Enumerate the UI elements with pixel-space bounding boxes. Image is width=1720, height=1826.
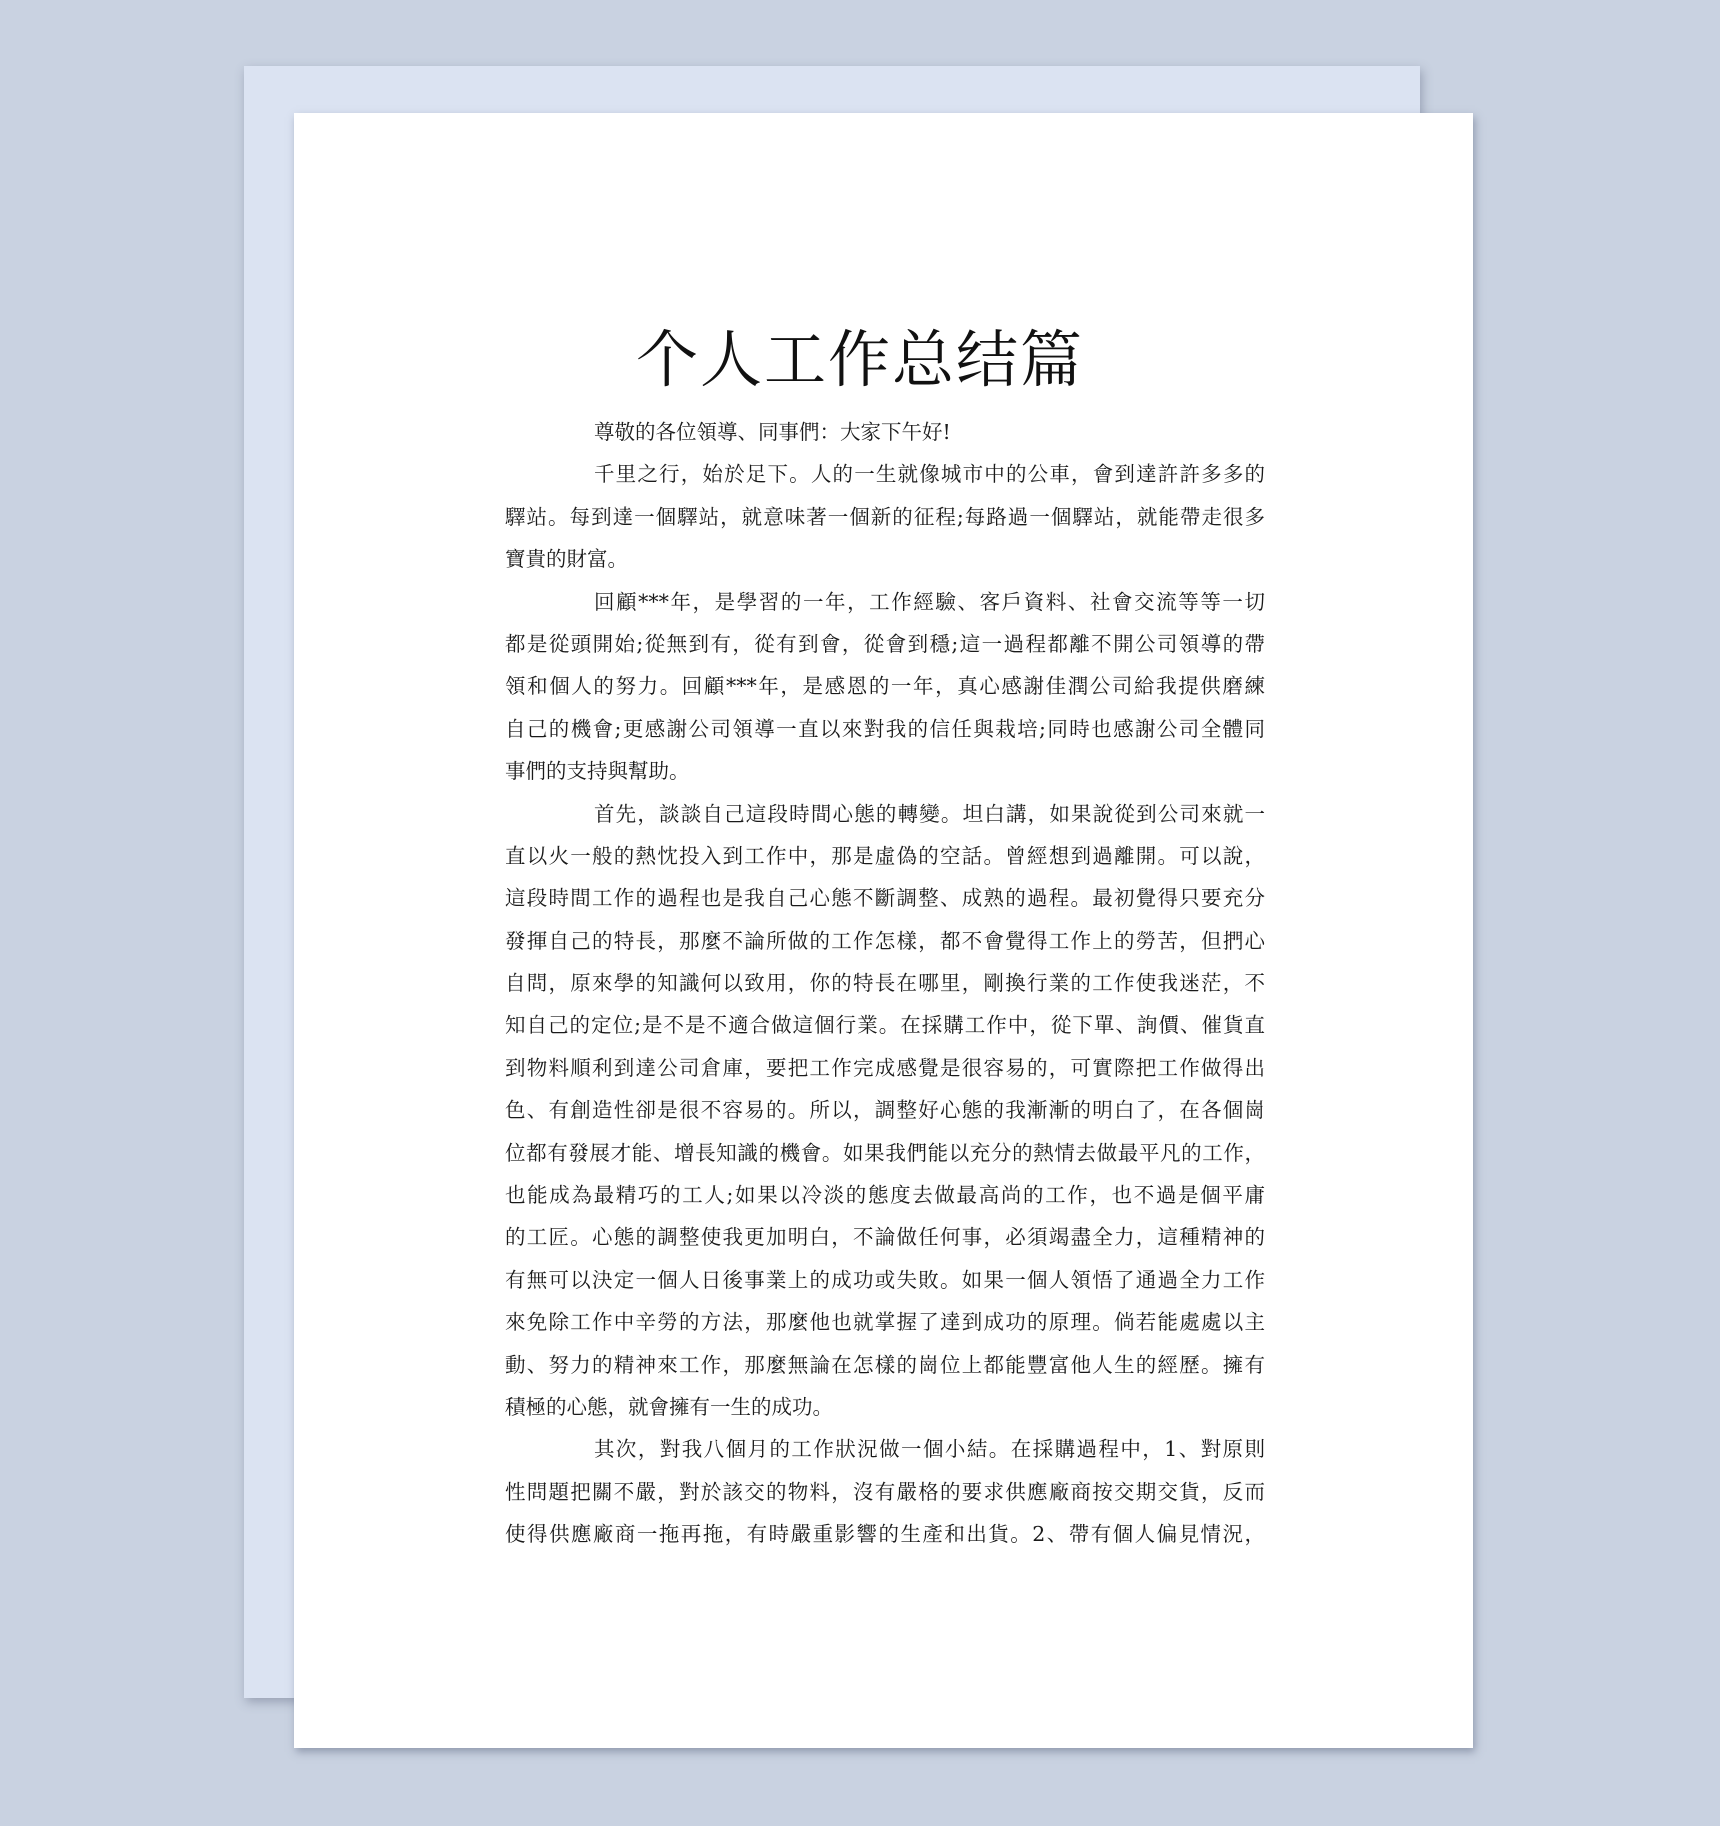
paragraph-line: 都是從頭開始;從無到有，從有到會，從會到穩;這一過程都離不開公司領導的帶	[505, 631, 1265, 656]
paragraph-line: 位都有發展才能、增長知識的機會。如果我們能以充分的熱情去做最平凡的工作，	[505, 1140, 1265, 1165]
paragraph-line: 也能成為最精巧的工人;如果以冷淡的態度去做最高尚的工作，也不過是個平庸	[505, 1183, 1265, 1208]
paragraph-4	[505, 1428, 1265, 1555]
paragraph-line: 千里之行，始於足下。人的一生就像城市中的公車，會到達許許多多的	[594, 462, 1265, 487]
paragraph-line: 性問題把關不嚴，對於該交的物料，沒有嚴格的要求供應廠商按交期交貨，反而	[505, 1479, 1265, 1504]
greeting-line: 尊敬的各位領導、同事們：大家下午好!	[594, 420, 951, 444]
paragraph-line: 回顧***年，是學習的一年，工作經驗、客戶資料、社會交流等等一切	[594, 589, 1265, 614]
document-title: 个人工作总结篇	[635, 323, 1084, 396]
paragraph-line: 自己的機會;更感謝公司領導一直以來對我的信任與栽培;同時也感謝公司全體同	[505, 716, 1265, 741]
paragraph-line: 首先，談談自己這段時間心態的轉變。坦白講，如果說從到公司來就一	[594, 801, 1265, 826]
paragraph-line: 驛站。每到達一個驛站，就意味著一個新的征程;每路過一個驛站，就能帶走很多	[505, 504, 1265, 529]
paragraph-3	[505, 793, 1265, 1429]
paragraph-line: 發揮自己的特長，那麼不論所做的工作怎樣，都不會覺得工作上的勞苦，但捫心	[505, 928, 1265, 953]
paragraph-line: 寶貴的財富。	[505, 547, 628, 572]
paragraph-line: 有無可以決定一個人日後事業上的成功或失敗。如果一個人領悟了通過全力工作	[505, 1267, 1265, 1292]
paragraph-line: 自問，原來學的知識何以致用，你的特長在哪里，剛換行業的工作使我迷茫，不	[505, 971, 1265, 996]
paragraph-line: 知自己的定位;是不是不適合做這個行業。在採購工作中，從下單、詢價、催貨直	[505, 1013, 1265, 1038]
paragraph-line: 來免除工作中辛勞的方法，那麼他也就掌握了達到成功的原理。倘若能處處以主	[505, 1310, 1265, 1335]
paragraph-line: 事們的支持與幫助。	[505, 759, 690, 784]
paragraph-1	[505, 453, 1265, 580]
paragraph-line: 直以火一般的熱忱投入到工作中，那是虛偽的空話。曾經想到過離開。可以說，	[505, 843, 1265, 868]
paragraph-2	[505, 581, 1265, 793]
paragraph-line: 到物料順利到達公司倉庫，要把工作完成感覺是很容易的，可實際把工作做得出	[505, 1055, 1265, 1080]
paragraph-line: 使得供應廠商一拖再拖，有時嚴重影響的生產和出貨。2、帶有個人偏見情況，	[505, 1522, 1265, 1547]
document-body	[505, 411, 1265, 1556]
paragraph-line: 其次，對我八個月的工作狀況做一個小結。在採購過程中，1、對原則	[594, 1437, 1265, 1462]
paragraph-line: 動、努力的精神來工作，那麼無論在怎樣的崗位上都能豐富他人生的經歷。擁有	[505, 1352, 1265, 1377]
paragraph-line: 色、有創造性卻是很不容易的。所以，調整好心態的我漸漸的明白了，在各個崗	[505, 1098, 1265, 1123]
paragraph-line: 的工匠。心態的調整使我更加明白，不論做任何事，必須竭盡全力，這種精神的	[505, 1225, 1265, 1250]
paragraph-line: 積極的心態，就會擁有一生的成功。	[505, 1394, 833, 1419]
paragraph-line: 這段時間工作的過程也是我自己心態不斷調整、成熟的過程。最初覺得只要充分	[505, 886, 1265, 911]
paragraph-line: 領和個人的努力。回顧***年，是感恩的一年，真心感謝佳潤公司給我提供磨練	[505, 674, 1265, 699]
